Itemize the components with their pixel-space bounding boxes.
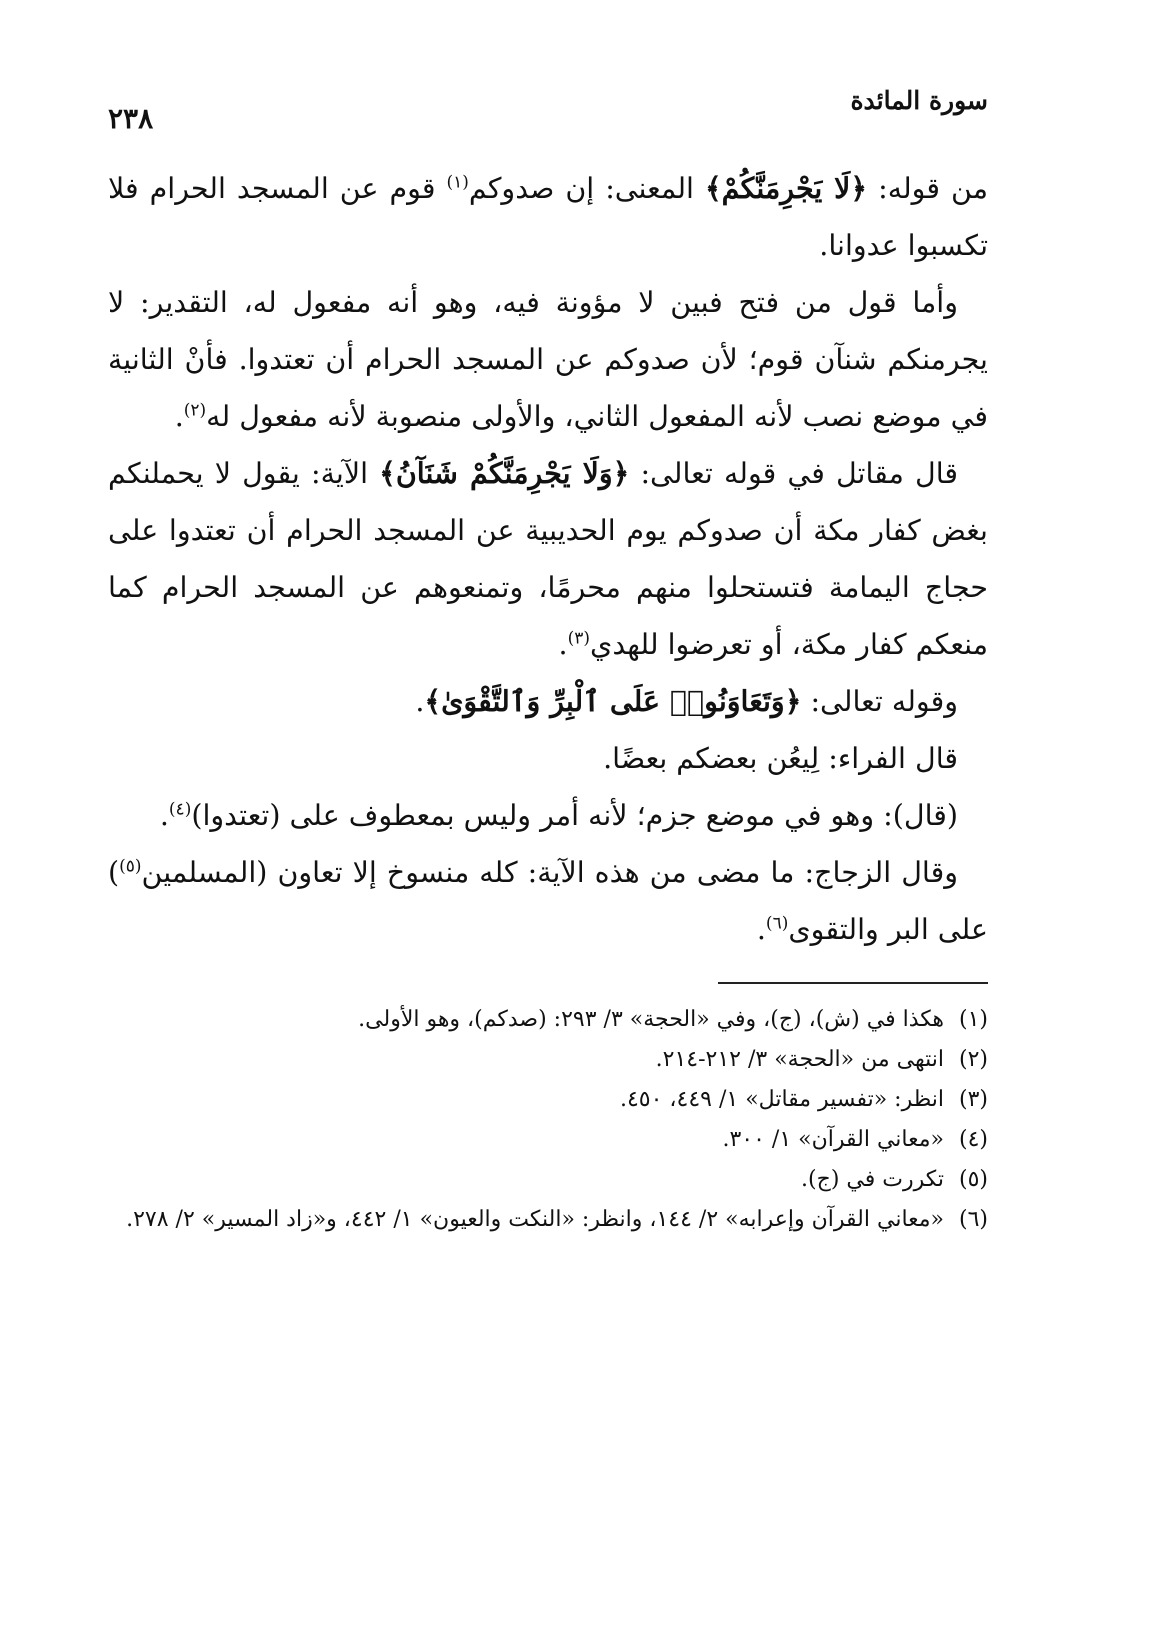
footnote-text: تكررت في (ج). [801,1167,944,1192]
footnote-number: (٦) [958,1207,988,1232]
footnote-text: هكذا في (ش)، (ج)، وفي «الحجة» ٣/ ٢٩٣: (صدكم)، وهو الأولى. [358,1007,944,1032]
footnote-text: «معاني القرآن وإعرابه» ٢/ ١٤٤، وانظر: «النكت والعيون» ١/ ٤٤٢، و«زاد المسير» ٢/ ٢٧٨. [126,1207,944,1232]
footnote-ref-5[interactable]: (٥) [119,856,142,877]
footnote-1 [108,1000,988,1040]
paragraph-6 [108,787,988,844]
text: قوم عن المسجد الحرام فلا تكسبوا عدوانا. [108,172,988,262]
quran-quote: ﴿لَا يَجْرِمَنَّكُمْ﴾ [704,171,868,205]
text: وقال الزجاج: ما مضى من هذه الآية: كله منسوخ إلا تعاون (المسلمين [141,856,958,889]
footnote-separator [718,982,988,984]
quran-quote: ﴿وَتَعَاوَنُوا۟ عَلَى ٱلْبِرِّ وَٱلتَّقْوَىٰ﴾ [424,684,802,718]
text: وقوله تعالى: [801,685,958,718]
text: . [558,628,568,661]
footnote-text: انتهى من «الحجة» ٣/ ٢١٢-٢١٤. [655,1047,944,1072]
text: . [159,799,169,832]
footnote-3 [108,1080,988,1120]
text: الآية: يقول لا يحملنكم بغض كفار مكة أن صدوكم يوم الحديبية عن المسجد الحرام أن تعتدوا على حجاج اليمامة فتستحلوا منهم محرمًا، وتمنعوهم عن المسجد الحرام كما منعكم كفار مكة، أو تعرضوا للهدي [108,457,988,661]
footnote-number: (٥) [958,1167,988,1192]
footnote-ref-3[interactable]: (٣) [567,628,591,649]
footnotes [108,1000,988,1240]
page-number: ٢٣٨ [108,102,154,135]
running-title: سورة المائدة [850,86,988,115]
text: . [174,400,184,433]
text: المعنى: إن صدوكم [468,172,705,205]
text: قال مقاتل في قوله تعالى: [629,457,958,490]
text: . [415,685,425,718]
footnote-ref-6[interactable]: (٦) [765,913,789,934]
footnote-number: (١) [958,1007,988,1032]
paragraph-7 [108,844,988,958]
footnote-number: (٣) [958,1087,988,1112]
paragraph-5: قال الفراء: لِيعُن بعضكم بعضًا. [603,742,958,775]
footnote-number: (٤) [958,1127,988,1152]
page-header [108,80,988,160]
footnote-2 [108,1040,988,1080]
quran-quote: ﴿وَلَا يَجْرِمَنَّكُمْ شَنَآنُ﴾ [379,456,630,490]
paragraph-2 [108,274,988,445]
text: من قوله: [867,172,988,205]
footnote-text: انظر: «تفسير مقاتل» ١/ ٤٤٩، ٤٥٠. [619,1087,944,1112]
paragraph-1 [108,160,988,274]
main-text [108,160,988,958]
footnote-number: (٢) [958,1047,988,1072]
text: . [756,913,766,946]
footnote-ref-2[interactable]: (٢) [183,400,207,421]
paragraph-3 [108,445,988,673]
book-page [108,80,988,1240]
text: (قال): وهو في موضع جزم؛ لأنه أمر وليس بمعطوف على (تعتدوا) [191,799,958,832]
footnote-4 [108,1120,988,1160]
text: ) على البر والتقوى [108,856,988,946]
footnote-ref-4[interactable]: (٤) [168,799,192,820]
footnote-5 [108,1160,988,1200]
footnote-text: «معاني القرآن» ١/ ٣٠٠. [722,1127,944,1152]
footnote-6 [108,1200,988,1240]
paragraph-4 [108,673,988,730]
text: وأما قول من فتح فبين لا مؤونة فيه، وهو أنه مفعول له، التقدير: لا يجرمنكم شنآن قوم؛ لأن صدوكم عن المسجد الحرام أن تعتدوا. فأنْ الثانية في موضع نصب لأنه المفعول الثاني، والأولى منصوبة لأنه مفعول له [108,286,988,433]
footnote-ref-1[interactable]: (١) [446,172,469,193]
